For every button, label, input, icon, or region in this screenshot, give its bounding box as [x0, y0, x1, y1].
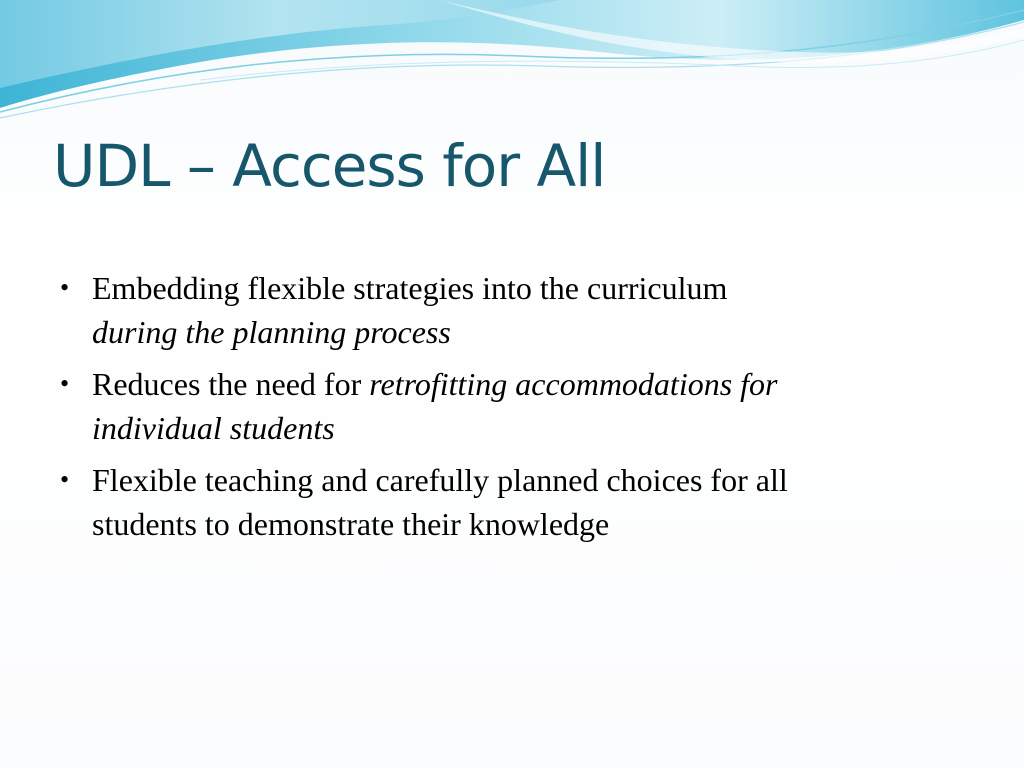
bullet-item	[60, 266, 960, 354]
bullet-line	[92, 310, 960, 354]
bullet-marker: •	[60, 369, 70, 398]
bullet-text: Flexible teaching and carefully planned choices for all	[92, 462, 788, 498]
slide-title: UDL – Access for All	[53, 132, 606, 200]
bullet-line	[92, 362, 960, 406]
bullet-text: Embedding flexible strategies into the curriculum	[92, 270, 728, 306]
bullet-line	[92, 502, 960, 546]
bullet-marker: •	[60, 465, 70, 494]
bullet-text: Reduces the need for	[92, 366, 370, 402]
bullet-marker: •	[60, 273, 70, 302]
bullet-line	[92, 266, 960, 310]
decorative-wave-header	[0, 0, 1024, 130]
bullet-text: students to demonstrate their knowledge	[92, 506, 610, 542]
bullet-text-italic: retrofitting accommodations for	[369, 366, 778, 402]
bullet-line	[92, 458, 960, 502]
bullet-list	[60, 266, 960, 554]
bullet-text-italic: individual students	[92, 410, 335, 446]
bullet-text-italic: during the planning process	[92, 314, 451, 350]
bullet-line	[92, 406, 960, 450]
bullet-item	[60, 362, 960, 450]
bullet-item	[60, 458, 960, 546]
